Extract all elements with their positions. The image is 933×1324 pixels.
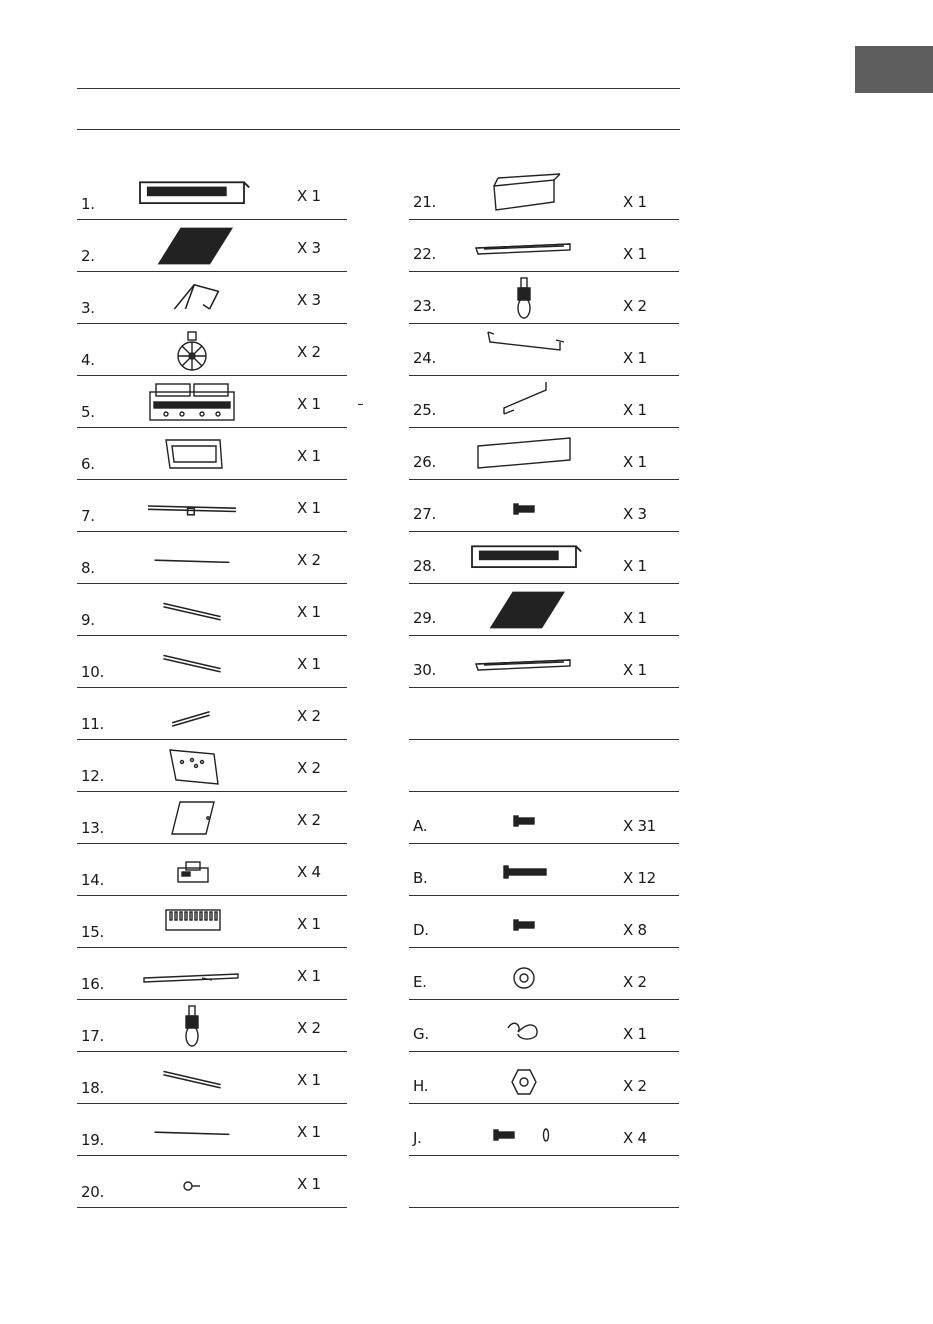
- part-number: 22.: [413, 245, 436, 263]
- part-row: [409, 584, 679, 636]
- part-number: H.: [413, 1077, 429, 1095]
- bolt-icon: [127, 1160, 257, 1204]
- part-quantity: X 1: [297, 395, 321, 413]
- part-quantity: X 1: [623, 193, 647, 211]
- rod-icon: [127, 536, 257, 580]
- part-quantity: X 3: [297, 239, 321, 257]
- part-number: 3.: [81, 299, 95, 317]
- part-number: D.: [413, 921, 429, 939]
- screw-icon: [459, 484, 589, 528]
- part-row: [409, 220, 679, 272]
- part-quantity: X 2: [297, 551, 321, 569]
- part-number: 25.: [413, 401, 436, 419]
- part-row: [409, 844, 679, 896]
- u-bracket-icon: [459, 328, 589, 372]
- part-row: [77, 584, 347, 636]
- wheel-icon: [127, 328, 257, 372]
- part-row: [409, 896, 679, 948]
- part-quantity: X 2: [297, 811, 321, 829]
- rail-icon: [127, 640, 257, 684]
- flame-tamer-icon: [127, 276, 257, 320]
- part-number: 20.: [81, 1183, 104, 1201]
- part-row: [77, 636, 347, 688]
- short-rail-icon: [127, 692, 257, 736]
- long-shelf-icon: [127, 952, 257, 996]
- grill-panel-icon: [459, 536, 589, 580]
- part-row: [77, 948, 347, 1000]
- part-number: 28.: [413, 557, 436, 575]
- caster-icon: [459, 276, 589, 320]
- hex-nut-icon: [459, 1056, 589, 1100]
- z-bracket-icon: [459, 380, 589, 424]
- part-quantity: X 2: [623, 297, 647, 315]
- part-quantity: X 1: [297, 187, 321, 205]
- part-row: [409, 1052, 679, 1104]
- part-number: 12.: [81, 767, 104, 785]
- axle-bar-icon: [127, 484, 257, 528]
- part-row: [77, 1000, 347, 1052]
- part-number: 29.: [413, 609, 436, 627]
- part-quantity: X 1: [297, 1175, 321, 1193]
- part-number: B.: [413, 869, 428, 887]
- part-row: [409, 1000, 679, 1052]
- part-quantity: X 1: [623, 349, 647, 367]
- part-number: 23.: [413, 297, 436, 315]
- drip-tray-icon: [127, 432, 257, 476]
- part-quantity: X 1: [297, 603, 321, 621]
- caster-icon: [127, 1004, 257, 1048]
- part-quantity: X 2: [297, 707, 321, 725]
- part-number: 19.: [81, 1131, 104, 1149]
- grill-panel-icon: [127, 172, 257, 216]
- part-row: [77, 168, 347, 220]
- part-row: [409, 688, 679, 740]
- part-number: A.: [413, 817, 428, 835]
- part-number: G.: [413, 1025, 429, 1043]
- part-row: [77, 688, 347, 740]
- long-screw-icon: [459, 848, 589, 892]
- part-row: [77, 1104, 347, 1156]
- part-number: 15.: [81, 923, 104, 941]
- part-number: 9.: [81, 611, 95, 629]
- part-number: 8.: [81, 559, 95, 577]
- shelf-icon: [459, 224, 589, 268]
- part-row: [409, 636, 679, 688]
- part-row: [409, 376, 679, 428]
- part-number: 17.: [81, 1027, 104, 1045]
- part-quantity: X 2: [623, 1077, 647, 1095]
- part-quantity: X 1: [297, 499, 321, 517]
- part-number: 18.: [81, 1079, 104, 1097]
- part-quantity: X 1: [297, 967, 321, 985]
- part-number: 21.: [413, 193, 436, 211]
- part-quantity: X 1: [623, 557, 647, 575]
- rod-icon: [127, 1108, 257, 1152]
- part-number: 16.: [81, 975, 104, 993]
- page-tab-marker: [855, 46, 933, 93]
- part-quantity: X 1: [623, 1025, 647, 1043]
- part-row: [77, 844, 347, 896]
- part-row: [77, 272, 347, 324]
- part-quantity: X 1: [623, 609, 647, 627]
- part-quantity: X 2: [297, 343, 321, 361]
- clip-icon: [459, 1004, 589, 1048]
- grill-body-icon: [127, 380, 257, 424]
- screw-icon: [459, 900, 589, 944]
- part-quantity: X 1: [297, 447, 321, 465]
- side-plate-icon: [127, 744, 257, 788]
- part-row: [77, 220, 347, 272]
- part-number: 1.: [81, 195, 95, 213]
- part-number: 10.: [81, 663, 104, 681]
- part-row: [409, 532, 679, 584]
- part-number: 13.: [81, 819, 104, 837]
- part-quantity: X 2: [623, 973, 647, 991]
- parts-list-right: [409, 168, 679, 1208]
- part-quantity: X 8: [623, 921, 647, 939]
- board-icon: [459, 432, 589, 476]
- part-row: [409, 740, 679, 792]
- part-number: J.: [413, 1129, 422, 1147]
- part-row: [77, 1156, 347, 1208]
- rail-icon: [127, 1056, 257, 1100]
- screw-icon: [459, 796, 589, 840]
- part-row: [77, 480, 347, 532]
- part-quantity: X 1: [297, 1071, 321, 1089]
- part-row: [409, 1104, 679, 1156]
- part-row: [77, 740, 347, 792]
- part-row: [409, 1156, 679, 1208]
- part-number: 27.: [413, 505, 436, 523]
- part-quantity: X 4: [297, 863, 321, 881]
- part-number: 11.: [81, 715, 104, 733]
- part-row: [409, 272, 679, 324]
- part-number: 26.: [413, 453, 436, 471]
- part-row: [409, 792, 679, 844]
- part-row: [77, 428, 347, 480]
- part-number: 4.: [81, 351, 95, 369]
- part-quantity: X 2: [297, 759, 321, 777]
- part-quantity: X 3: [623, 505, 647, 523]
- part-quantity: X 1: [623, 661, 647, 679]
- part-quantity: X 4: [623, 1129, 647, 1147]
- rail-icon: [127, 588, 257, 632]
- grille-icon: [127, 900, 257, 944]
- part-row: [77, 896, 347, 948]
- parts-list-left: [77, 168, 347, 1208]
- part-number: 5.: [81, 403, 95, 421]
- panel-icon: [127, 796, 257, 840]
- part-number: 2.: [81, 247, 95, 265]
- part-row: [77, 1052, 347, 1104]
- part-row: [409, 428, 679, 480]
- part-row: [409, 480, 679, 532]
- part-row: [77, 324, 347, 376]
- part-row: [77, 376, 347, 428]
- part-quantity: X 31: [623, 817, 656, 835]
- part-quantity: X 1: [297, 655, 321, 673]
- part-row: [409, 168, 679, 220]
- part-quantity: X 1: [623, 401, 647, 419]
- part-quantity: X 12: [623, 869, 656, 887]
- nut-icon: [459, 952, 589, 996]
- bracket-icon: [127, 848, 257, 892]
- part-quantity: X 1: [623, 453, 647, 471]
- part-number: E.: [413, 973, 427, 991]
- part-number: 14.: [81, 871, 104, 889]
- grate-icon: [459, 588, 589, 632]
- part-row: [77, 792, 347, 844]
- shelf-icon: [459, 640, 589, 684]
- part-number: 7.: [81, 507, 95, 525]
- separator-tick: [358, 404, 363, 405]
- header-rule-bottom: [77, 129, 680, 130]
- box-icon: [459, 172, 589, 216]
- part-row: [77, 532, 347, 584]
- part-quantity: X 1: [297, 1123, 321, 1141]
- part-quantity: X 1: [297, 915, 321, 933]
- part-quantity: X 2: [297, 1019, 321, 1037]
- grate-icon: [127, 224, 257, 268]
- part-number: 24.: [413, 349, 436, 367]
- part-quantity: X 1: [623, 245, 647, 263]
- header-rule-top: [77, 88, 680, 89]
- part-quantity: X 3: [297, 291, 321, 309]
- part-number: 30.: [413, 661, 436, 679]
- part-row: [409, 948, 679, 1000]
- part-row: [409, 324, 679, 376]
- screw-washer-icon: [459, 1108, 589, 1152]
- part-number: 6.: [81, 455, 95, 473]
